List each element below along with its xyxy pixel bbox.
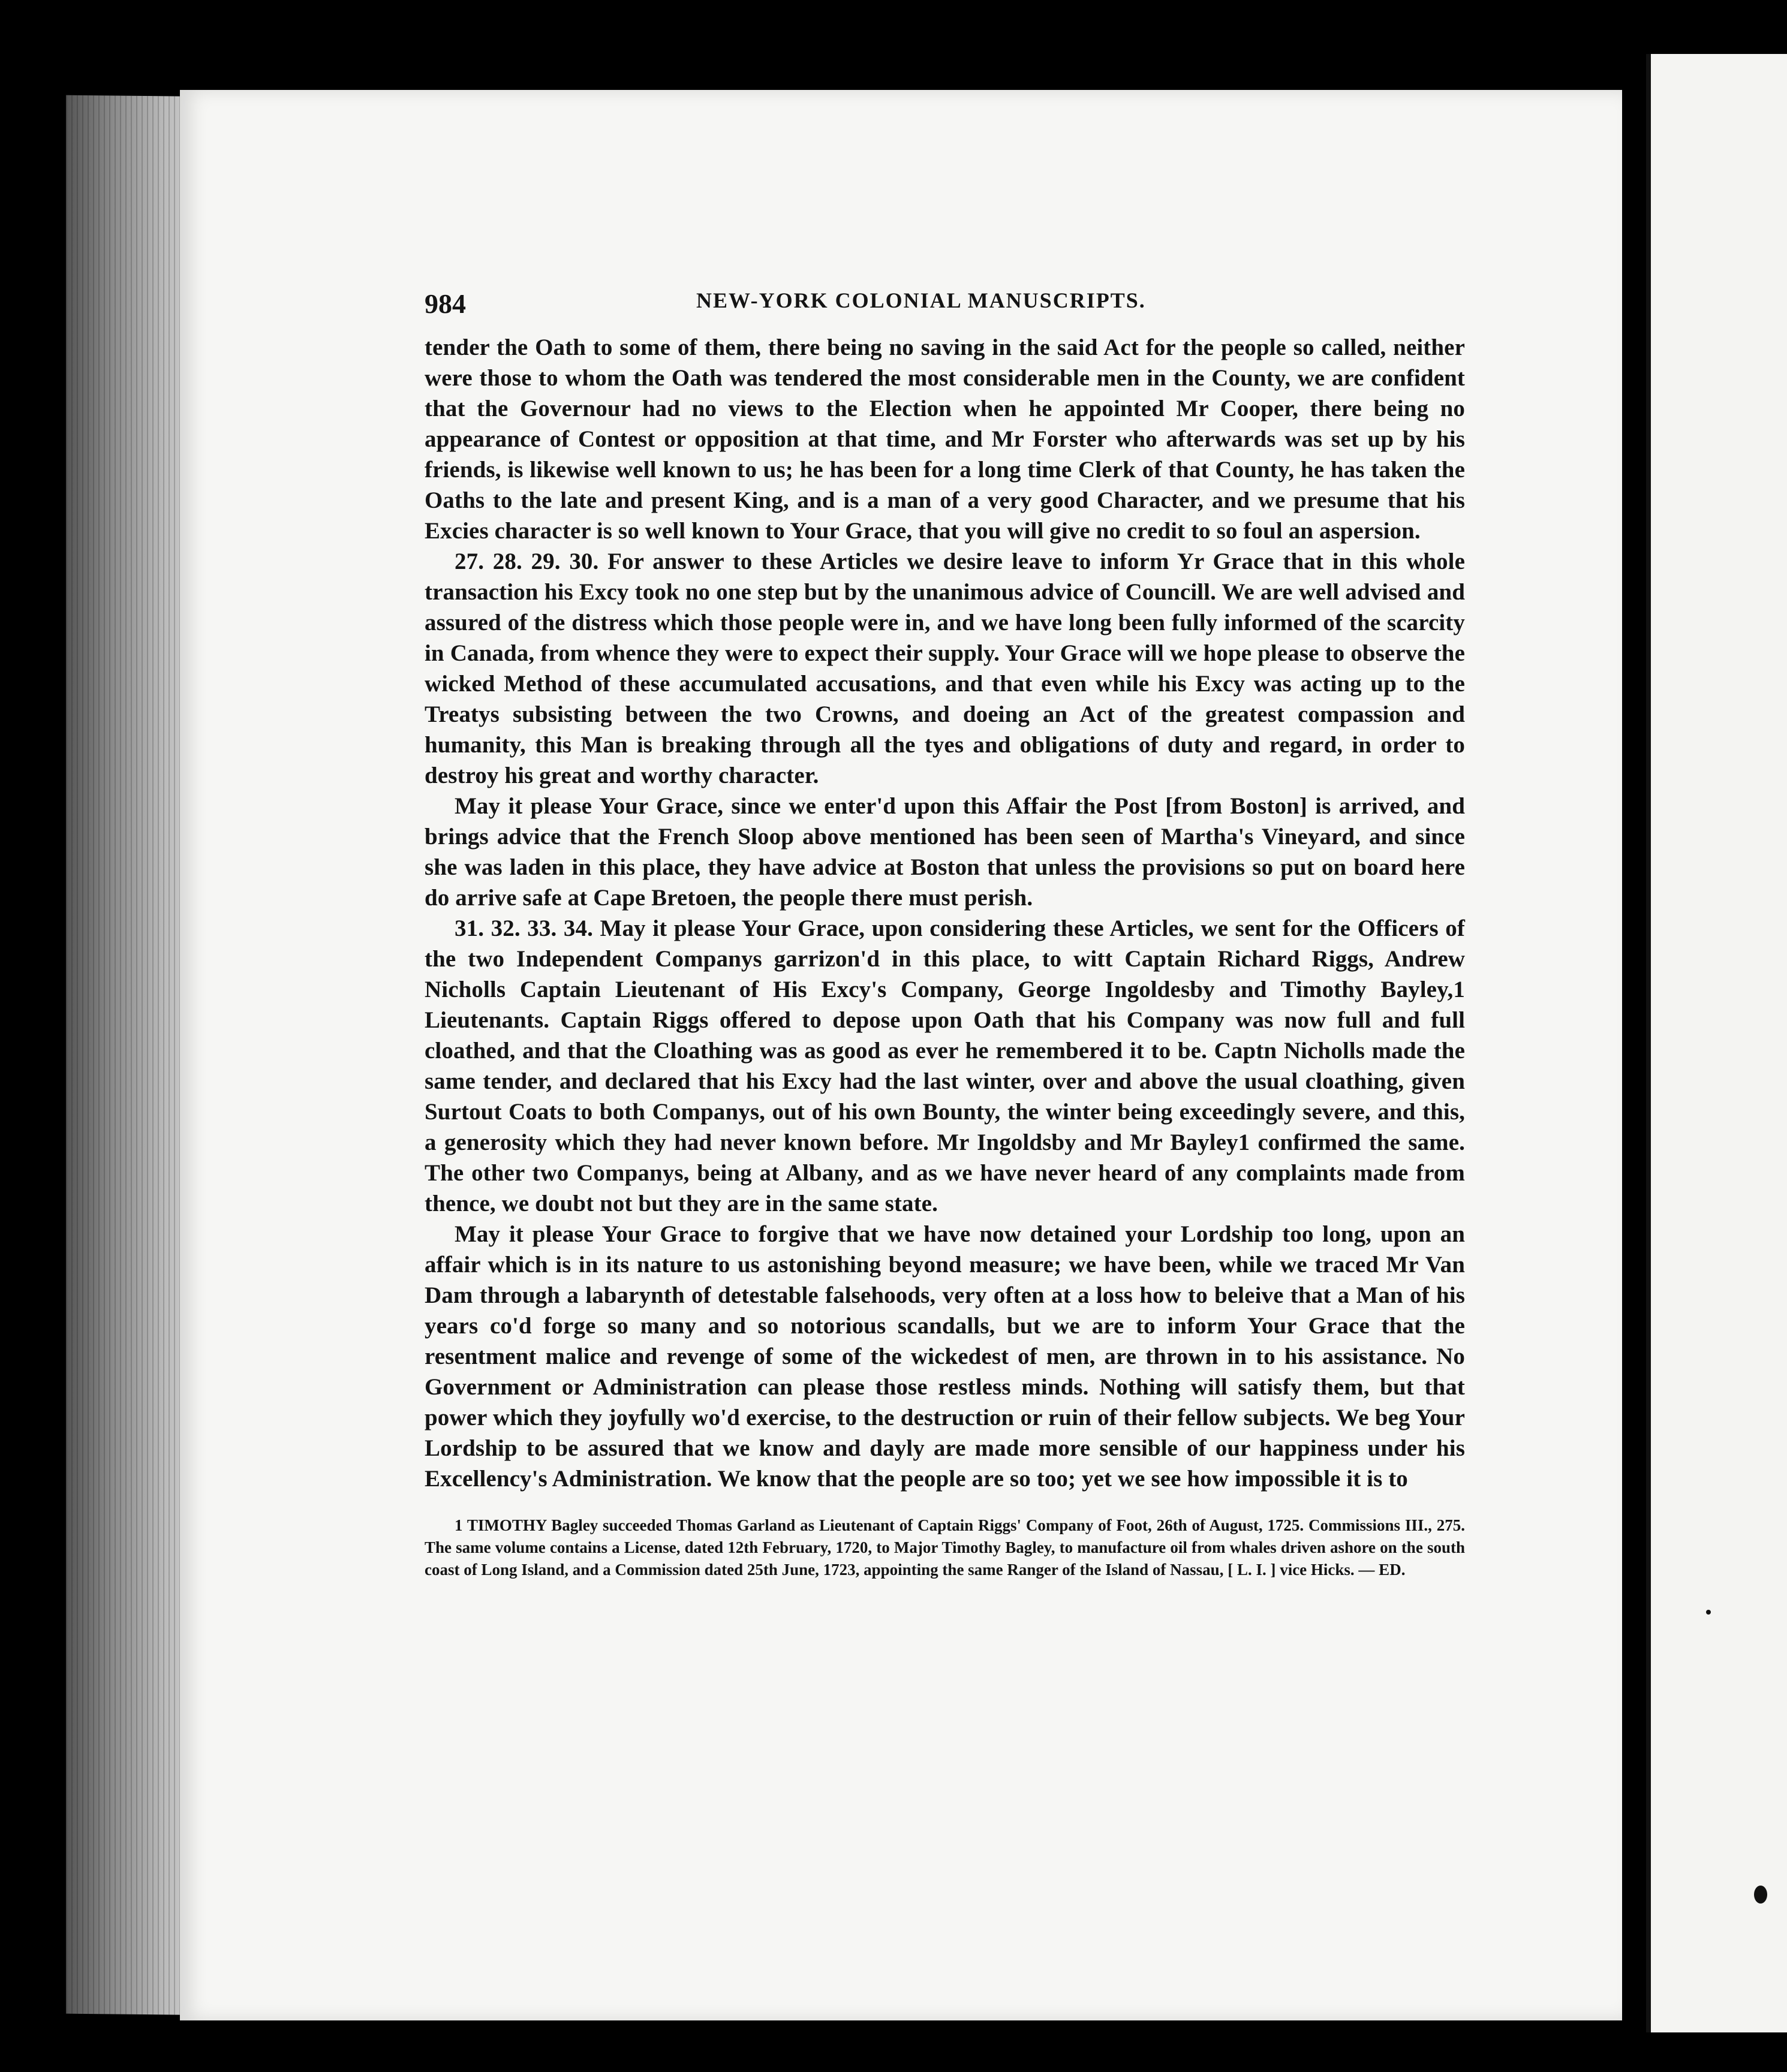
body-text (425, 332, 1465, 1494)
footnote: 1 TIMOTHY Bagley succeeded Thomas Garland as Lieutenant of Captain Riggs' Company of Foot, 26th of August, 1725. Commissions III., 275. The same volume contains a License, dated 12th February, 1720, to Major Timothy Bagley, to manufacture oil from whales driven ashore on the south coast of Long Island, and a Commission dated 25th June, 1723, appointing the same Ranger of the Island of Nassau, [ L. I. ] vice Hicks. — ED. (425, 1516, 1465, 1579)
page-content (425, 282, 1465, 1581)
header-title: NEW-YORK COLONIAL MANUSCRIPTS. (696, 288, 1146, 312)
paragraph: May it please Your Grace, since we enter'd upon this Affair the Post [from Boston] is arrived, and brings advice that the French Sloop above mentioned has been seen of Martha's Vineyard, and since she was laden in this place, they have advice at Boston that unless the provisions so put on board here do arrive safe at Cape Bretoen, the people there must perish. (425, 793, 1465, 911)
paragraph: 31. 32. 33. 34. May it please Your Grace, upon considering these Articles, we sent for the Officers of the two Independent Companys garrizon'd in this place, to witt Captain Richard Riggs, Andrew Nicholls Captain Lieutenant of His Excy's Company, George Ingoldesby and Timothy Bayley,1 Lieutenants. Captain Riggs offered to depose upon Oath that his Company was now full and full cloathed, and that the Cloathing was as good as ever he remembered it to be. Captn Nicholls made the same tender, and declared that his Excy had the last winter, over and above the usual cloathing, given Surtout Coats to both Companys, out of his own Bounty, the winter being exceedingly severe, and this, a generosity which they had never known before. Mr Ingoldsby and Mr Bayley1 confirmed the same. The other two Companys, being at Albany, and as we have never heard of any complaints made from thence, we doubt not but they are in the same state. (425, 915, 1465, 1216)
scan-speck (1706, 1610, 1711, 1615)
paragraph: May it please Your Grace to forgive that we have now detained your Lordship too long, upon an affair which is in its nature to us astonishing beyond measure; we have been, while we traced Mr Van Dam through a labarynth of detestable falsehoods, very often at a loss how to beleive that a Man of his years co'd forge so many and so notorious scandalls, but we are to inform Your Grace that the resentment malice and revenge of some of the wickedest of men, are thrown in to his assistance. No Government or Administration can please those restless minds. Nothing will satisfy them, but that power which they joyfully wo'd exercise, to the destruction or ruin of their fellow subjects. We beg Your Lordship to be assured that we know and dayly are made more sensible of our happiness under his Excellency's Administration. We know that the people are so too; yet we see how impossible it is to (425, 1221, 1465, 1492)
paragraph: tender the Oath to some of them, there being no saving in the said Act for the people so called, neither were those to whom the Oath was tendered the most considerable men in the County, we are confident that the Governour had no views to the Election when he appointed Mr Cooper, there being no appearance of Contest or opposition at that time, and Mr Forster who afterwards was set up by his friends, is likewise well known to us; he has been for a long time Clerk of that County, he has taken the Oaths to the late and present King, and is a man of a very good Character, and we presume that his Excies character is so well known to Your Grace, that you will give no credit to so foul an aspersion. (425, 335, 1465, 544)
page-number: 984 (425, 288, 466, 319)
facing-page-edge (1646, 54, 1787, 2032)
paragraph: 27. 28. 29. 30. For answer to these Articles we desire leave to inform Yr Grace that in this whole transaction his Excy took no one step but by the unanimous advice of Councill. We are well advised and assured of the distress which those people were in, and we have long been fully informed of the scarcity in Canada, from whence they were to expect their supply. Your Grace will we hope please to observe the wicked Method of these accumulated accusations, and that even while his Excy was acting up to the Treatys subsisting between the two Crowns, and doeing an Act of the greatest compassion and humanity, this Man is breaking through all the tyes and obligations of duty and regard, in order to destroy his great and worthy character. (425, 549, 1465, 788)
scan-speck (1754, 1886, 1767, 1904)
footnotes (425, 1514, 1465, 1581)
running-head (425, 282, 1465, 324)
